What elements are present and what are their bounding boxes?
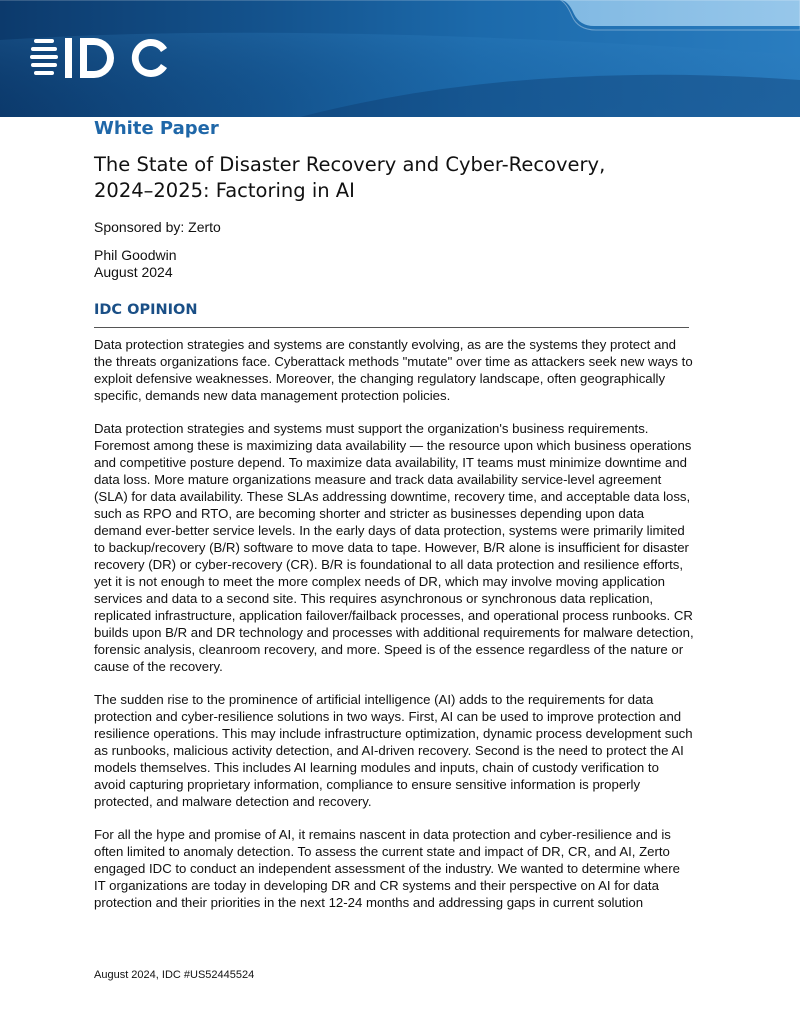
body-paragraph: Data protection strategies and systems must support the organization's business requirements. Foremost among these is maximizing data availability — the resource upon which business operations and competitive posture depend. To maximize data availability, IT teams must minimize downtime and data loss. More mature organizations measure and track data availability service-level agreement (SLA) for data availability. These SLAs addressing downtime, recovery time, and acceptable data loss, such as RPO and RTO, are becoming shorter and stricter as businesses depending upon data demand ever-better service levels. In the early days of data protection, systems were primarily limited to backup/recovery (B/R) software to move data to tape. However, B/R alone is insufficient for disaster recovery (DR) or cyber-recovery (CR). B/R is foundational to all data protection and resilience efforts, yet it is not enough to meet the more complex needs of DR, which may involve moving application services and data to a second site. This requires asynchronous or synchronous data replication, replicated infrastructure, application failover/failback processes, and operational process runbooks. CR builds upon B/R and DR technology and processes with additional requirements for malware detection, forensic analysis, cleanroom recovery, and more. Speed is of the essence regardless of the nature or cause of the recovery.	[94, 421, 694, 674]
section-heading: IDC OPINION	[94, 302, 198, 318]
body-paragraph: For all the hype and promise of AI, it remains nascent in data protection and cyber-resilience and is often limited to anomaly detection. To assess the current state and impact of DR, CR, and AI, Zerto engaged IDC to conduct an independent assessment of the industry. We wanted to determine where IT organizations are today in developing DR and CR systems and their perspective on AI for data protection and their priorities in the next 12-24 months and addressing gaps in current solution	[94, 827, 680, 910]
title-line-1: The State of Disaster Recovery and Cyber-Recovery,	[94, 153, 606, 176]
document-title	[94, 152, 734, 204]
author-block	[94, 247, 177, 281]
publication-date: August 2024	[94, 264, 173, 280]
title-line-2: 2024–2025: Factoring in AI	[94, 179, 355, 202]
section-divider	[94, 327, 689, 328]
body-paragraph: Data protection strategies and systems are constantly evolving, as are the systems they protect and the threats organizations face. Cyberattack methods "mutate" over time as attackers seek new ways to exploit defensive weaknesses. Moreover, the changing regulatory landscape, often geographically specific, demands new data management protection policies.	[94, 337, 693, 403]
document-type: White Paper	[94, 118, 219, 139]
idc-logo-icon	[30, 36, 172, 82]
header-banner	[0, 0, 800, 117]
sponsor-line: Sponsored by: Zerto	[94, 219, 221, 235]
section-body	[94, 336, 694, 927]
author-name: Phil Goodwin	[94, 247, 177, 263]
body-paragraph: The sudden rise to the prominence of artificial intelligence (AI) adds to the requirements for data protection and cyber-resilience solutions in two ways. First, AI can be used to improve protection and resilience operations. This may include infrastructure optimization, dynamic process development such as runbooks, malicious activity detection, and AI-driven recovery. Second is the need to protect the AI models themselves. This includes AI learning modules and inputs, chain of custody verification to avoid capturing proprietary information, compliance to ensure sensitive information is properly protected, and malware detection and recovery.	[94, 692, 693, 809]
page-footer: August 2024, IDC #US52445524	[94, 969, 255, 981]
